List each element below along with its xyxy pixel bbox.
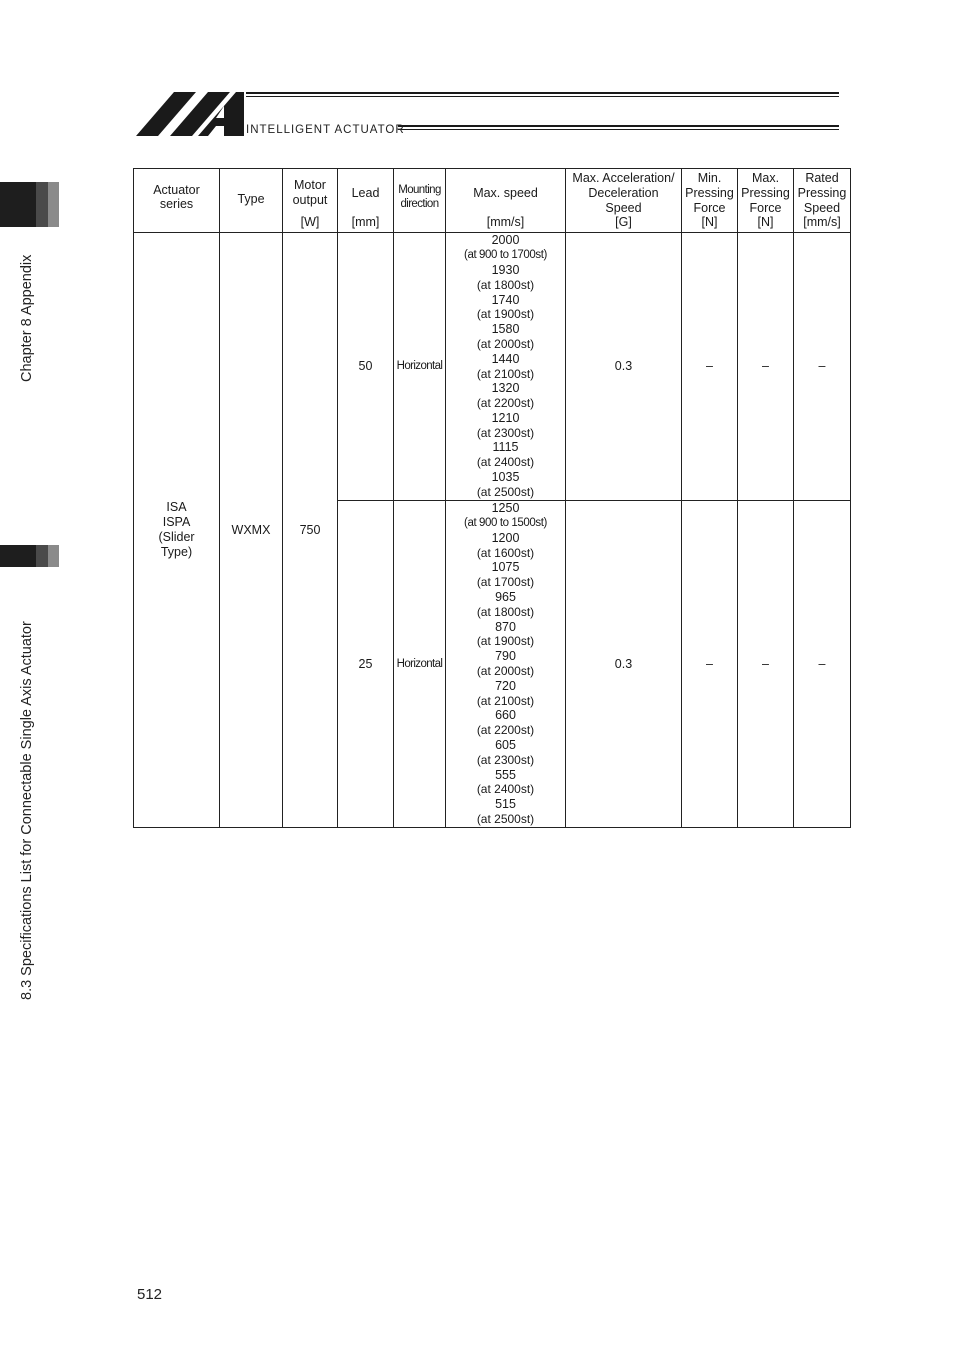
header-mounting: Mounting direction [394,169,446,233]
header-max-force: Max. Pressing Force [N] [738,169,794,233]
section-tab-marker [0,545,60,567]
max-speed-cell: 2000 (at 900 to 1700st) 1930 (at 1800st) 1740 (at 1900st) 1580 (at 2000st) 1440 (at 2100st) 1320 (at 2200st) 1210 (at 2300st) 1115 (at 2400st) 1035 (at 2500st) [446,233,566,501]
max-force-cell: – [738,501,794,828]
series-cell: ISA ISPA (Slider Type) [134,233,220,828]
header-series: Actuator series [134,169,220,233]
page-number: 512 [137,1286,163,1303]
header-accel: Max. Acceleration/ Deceleration Speed [G] [566,169,682,233]
rated-speed-cell: – [794,501,851,828]
header-row [134,169,851,233]
header-rule-bottom [398,125,839,127]
lead-cell: 50 [338,233,394,501]
header-rule-top-thin [246,96,839,97]
max-force-cell: – [738,233,794,501]
header-type: Type [220,169,283,233]
header-rule-top [246,92,839,94]
mounting-cell: Horizontal [394,501,446,828]
chapter-tab-marker [0,182,60,227]
spec-table [133,168,851,828]
type-cell: WXMX [220,233,283,828]
lead-cell: 25 [338,501,394,828]
chapter-label: Chapter 8 Appendix [19,254,35,382]
accel-cell: 0.3 [566,501,682,828]
accel-cell: 0.3 [566,233,682,501]
brand-text: INTELLIGENT ACTUATOR [246,124,405,136]
header-lead: Lead [mm] [338,169,394,233]
mounting-cell: Horizontal [394,233,446,501]
header-max-speed: Max. speed [mm/s] [446,169,566,233]
min-force-cell: – [682,501,738,828]
header-min-force: Min. Pressing Force [N] [682,169,738,233]
motor-output-cell: 750 [283,233,338,828]
table-row [134,233,851,501]
rated-speed-cell: – [794,233,851,501]
min-force-cell: – [682,233,738,501]
section-label: 8.3 Specifications List for Connectable Single Axis Actuator [19,621,35,1000]
header-motor: Motor output [W] [283,169,338,233]
header-rule-bottom-thin [398,129,839,130]
iai-logo [136,90,246,138]
header-rated-speed: Rated Pressing Speed [mm/s] [794,169,851,233]
max-speed-cell: 1250 (at 900 to 1500st) 1200 (at 1600st) 1075 (at 1700st) 965 (at 1800st) 870 (at 1900st) 790 (at 2000st) 720 (at 2100st) 660 (at 2200st) 605 (at 2300st) 555 (at 2400st) 515 (at 2500st) [446,501,566,828]
